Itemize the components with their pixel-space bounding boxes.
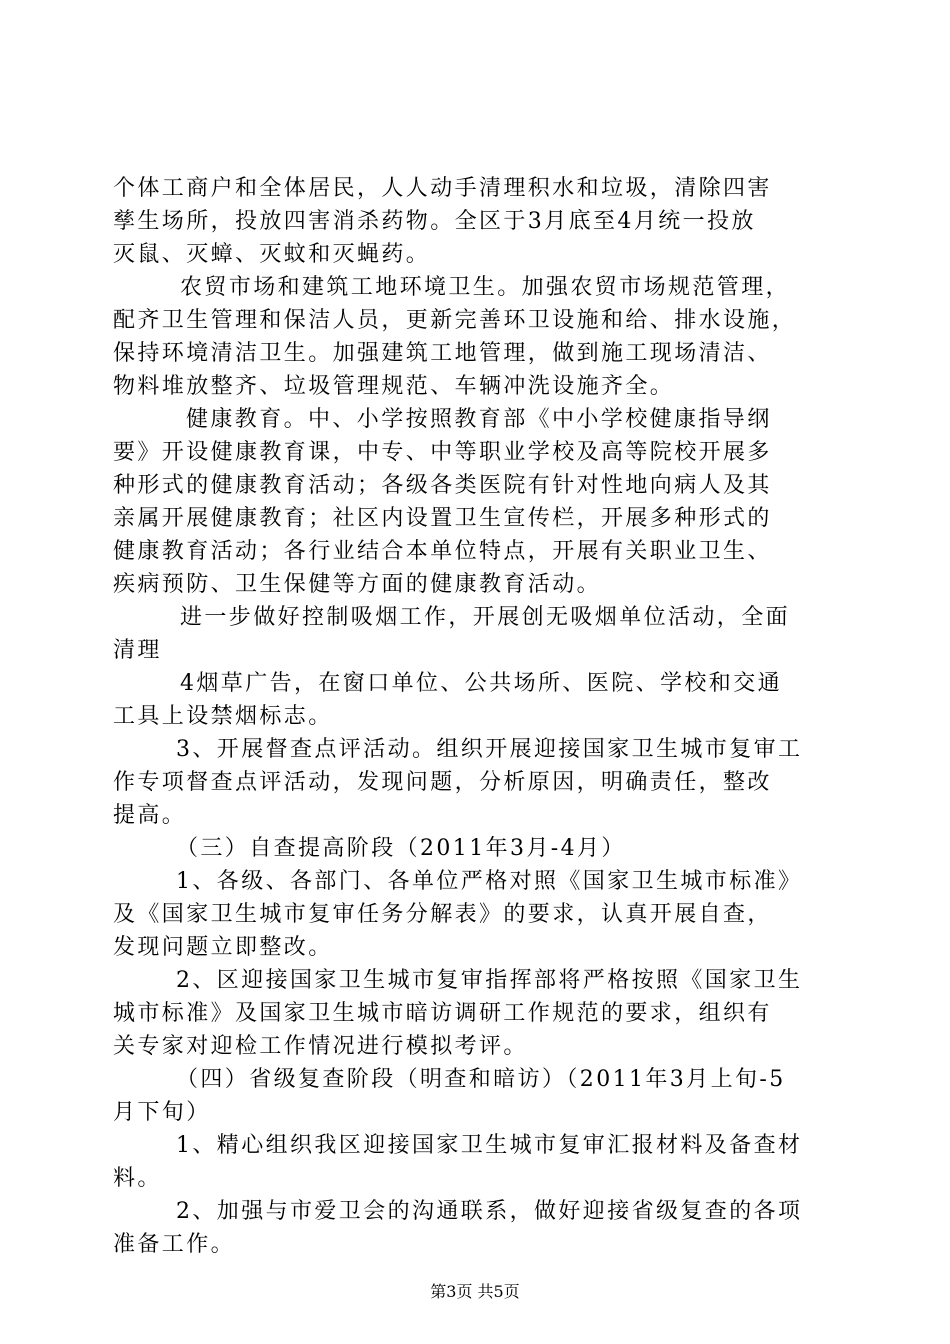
page-number-footer: 第3页 共5页 <box>430 1282 520 1301</box>
text-line: 种形式的健康教育活动；各级各类医院有针对性地向病人及其 <box>113 473 772 498</box>
text-line: 1、精心组织我区迎接国家卫生城市复审汇报材料及备查材 <box>176 1133 803 1158</box>
text-line: 作专项督查点评活动，发现问题，分析原因，明确责任，整改 <box>113 770 772 795</box>
text-line: 提高。 <box>113 803 187 828</box>
text-line: 及《国家卫生城市复审任务分解表》的要求，认真开展自查， <box>113 902 772 927</box>
text-line: 4烟草广告，在窗口单位、公共场所、医院、学校和交通 <box>180 671 782 696</box>
text-line: 要》开设健康教育课，中专、中等职业学校及高等院校开展多 <box>113 440 772 465</box>
text-line: 准备工作。 <box>113 1232 236 1257</box>
heading-line: 月下旬） <box>113 1100 211 1125</box>
text-line: 料。 <box>113 1166 162 1191</box>
text-line: 孳生场所，投放四害消杀药物。全区于3月底至4月统一投放 <box>113 209 756 234</box>
text-line: 3、开展督查点评活动。组织开展迎接国家卫生城市复审工 <box>176 737 803 762</box>
text-line: 1、各级、各部门、各单位严格对照《国家卫生城市标准》 <box>176 869 803 894</box>
heading-line: （四）省级复查阶段（明查和暗访）（2011年3月上旬-5 <box>176 1067 786 1092</box>
text-line: 配齐卫生管理和保洁人员，更新完善环卫设施和给、排水设施， <box>113 308 797 333</box>
text-line: 物料堆放整齐、垃圾管理规范、车辆冲洗设施齐全。 <box>113 374 675 399</box>
text-line: 工具上设禁烟标志。 <box>113 704 333 729</box>
text-line: 个体工商户和全体居民，人人动手清理积水和垃圾，清除四害 <box>113 176 772 201</box>
text-line: 进一步做好控制吸烟工作，开展创无吸烟单位活动，全面 <box>180 605 791 630</box>
text-line: 关专家对迎检工作情况进行模拟考评。 <box>113 1034 528 1059</box>
text-line: 灭鼠、灭蟑、灭蚊和灭蝇药。 <box>113 242 431 267</box>
text-line: 发现问题立即整改。 <box>113 935 333 960</box>
text-line: 健康教育。中、小学按照教育部《中小学校健康指导纲 <box>186 407 772 432</box>
text-line: 保持环境清洁卫生。加强建筑工地管理，做到施工现场清洁、 <box>113 341 772 366</box>
heading-line: （三）自查提高阶段（2011年3月-4月） <box>176 836 626 861</box>
text-line: 2、区迎接国家卫生城市复审指挥部将严格按照《国家卫生 <box>176 968 803 993</box>
text-line: 亲属开展健康教育；社区内设置卫生宣传栏，开展多种形式的 <box>113 506 772 531</box>
text-line: 清理 <box>113 638 162 663</box>
text-line: 城市标准》及国家卫生城市暗访调研工作规范的要求，组织有 <box>113 1001 772 1026</box>
text-line: 2、加强与市爱卫会的沟通联系，做好迎接省级复查的各项 <box>176 1199 803 1224</box>
text-line: 健康教育活动；各行业结合本单位特点，开展有关职业卫生、 <box>113 539 772 564</box>
text-line: 疾病预防、卫生保健等方面的健康教育活动。 <box>113 572 602 597</box>
text-line: 农贸市场和建筑工地环境卫生。加强农贸市场规范管理， <box>180 275 791 300</box>
